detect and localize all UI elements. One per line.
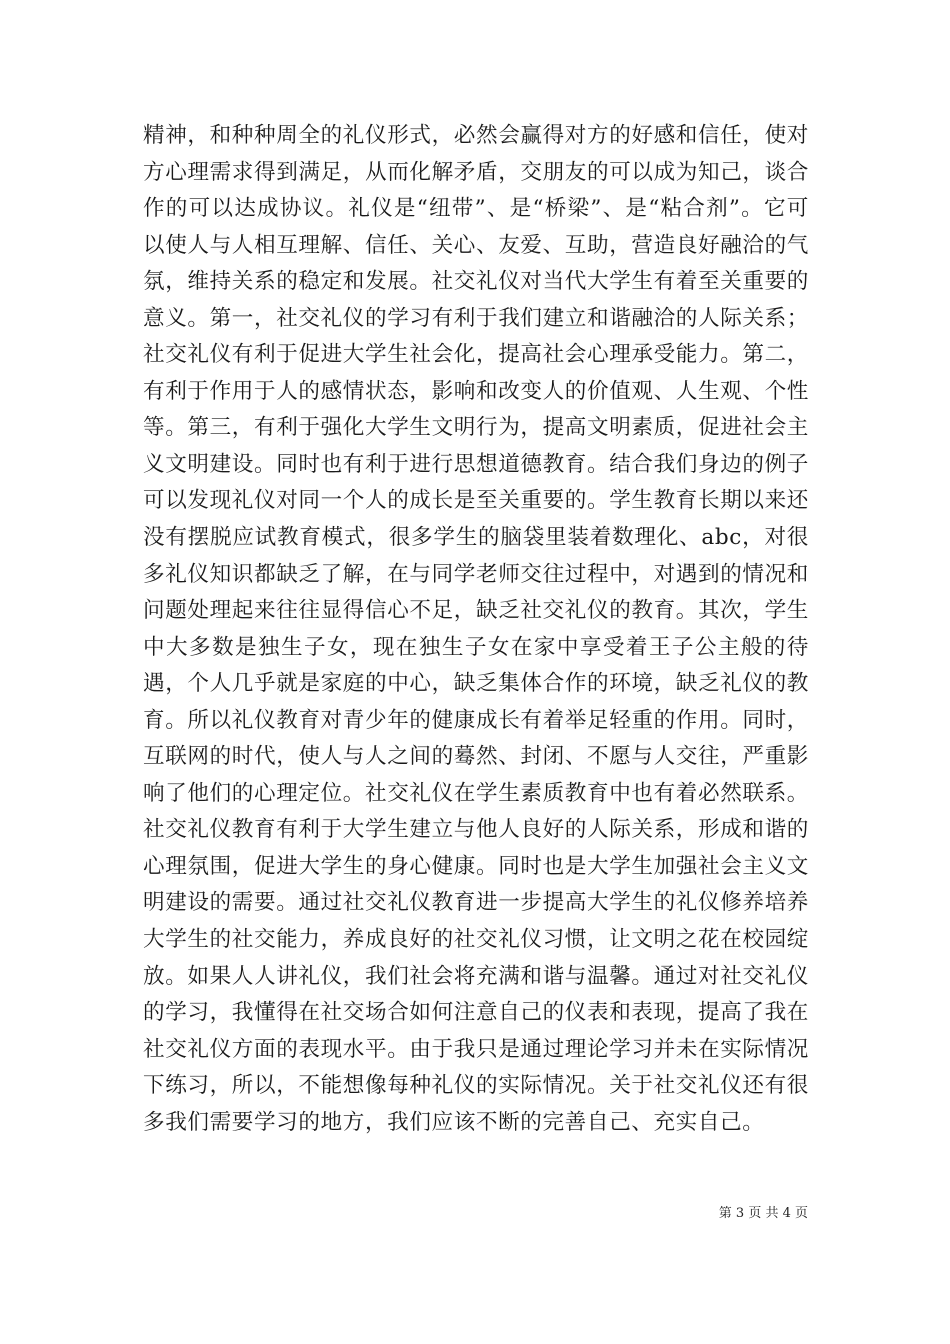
body-paragraph: 精神，和种种周全的礼仪形式，必然会赢得对方的好感和信任，使对方心理需求得到满足，从而化解矛盾，交朋友的可以成为知己，谈合作的可以达成协议。礼仪是“纽带”、是“桥梁”、是“粘合剂”。它可以使人与人相互理解、信任、关心、友爱、互助，营造良好融洽的气氛，维持关系的稳定和发展。社交礼仪对当代大学生有着至关重要的意义。第一，社交礼仪的学习有利于我们建立和谐融洽的人际关系；社交礼仪有利于促进大学生社会化，提高社会心理承受能力。第二，有利于作用于人的感情状态，影响和改变人的价值观、人生观、个性等。第三，有利于强化大学生文明行为，提高文明素质，促进社会主义文明建设。同时也有利于进行思想道德教育。结合我们身边的例子可以发现礼仪对同一个人的成长是至关重要的。学生教育长期以来还没有摆脱应试教育模式，很多学生的脑袋里装着数理化、abc，对很多礼仪知识都缺乏了解，在与同学老师交往过程中，对遇到的情况和问题处理起来往往显得信心不足，缺乏社交礼仪的教育。其次，学生中大多数是独生子女，现在独生子女在家中享受着王子公主般的待遇，个人几乎就是家庭的中心，缺乏集体合作的环境，缺乏礼仪的教育。所以礼仪教育对青少年的健康成长有着举足轻重的作用。同时，互联网的时代，使人与人之间的蓦然、封闭、不愿与人交往，严重影响了他们的心理定位。社交礼仪在学生素质教育中也有着必然联系。社交礼仪教育有利于大学生建立与他人良好的人际关系，形成和谐的心理氛围，促进大学生的身心健康。同时也是大学生加强社会主义文明建设的需要。通过社交礼仪教育进一步提高大学生的礼仪修养培养大学生的社交能力，养成良好的社交礼仪习惯，让文明之花在校园绽放。如果人人讲礼仪，我们社会将充满和谐与温馨。通过对社交礼仪的学习，我懂得在社交场合如何注意自己的仪表和表现，提高了我在社交礼仪方面的表现水平。由于我只是通过理论学习并未在实际情况下练习，所以，不能想像每种礼仪的实际情况。关于社交礼仪还有很多我们需要学习的地方，我们应该不断的完善自己、充实自己。 — [143, 123, 809, 1135]
page-number-footer: 第 3 页 共 4 页 — [718, 1206, 808, 1221]
